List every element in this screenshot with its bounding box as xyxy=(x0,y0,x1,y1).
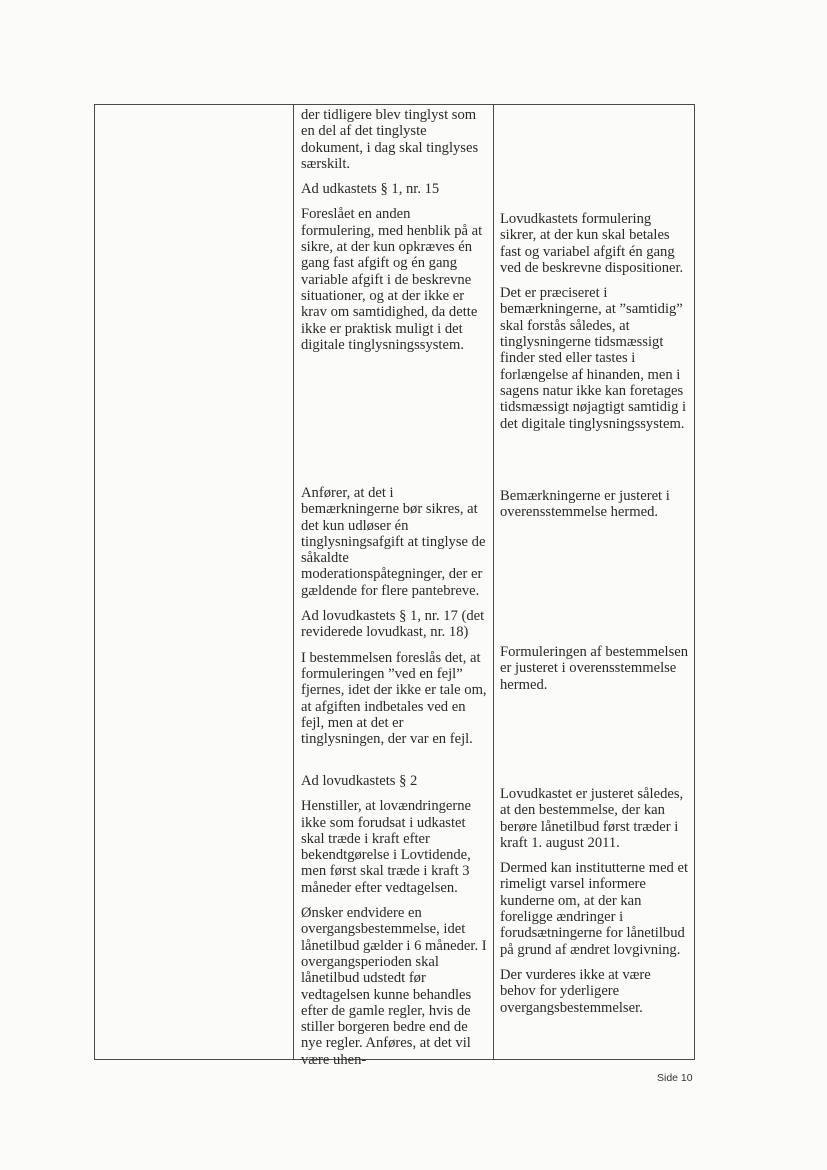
column-divider xyxy=(493,105,494,1059)
response-cell-2 xyxy=(500,488,690,530)
response-text: Der vurderes ikke at være behov for yderligere overgangsbestemmelser. xyxy=(500,966,651,1016)
response-text: Formuleringen af bestemmelsen er justeret i overensstemmelse hermed. xyxy=(500,644,689,693)
page-number: Side 10 xyxy=(657,1072,693,1084)
response-cell-1 xyxy=(500,211,690,441)
section-heading: Ad lovudkastets § 2 xyxy=(301,773,418,789)
comment-text: I bestemmelsen foreslås det, at formuleringen ”ved en fejl” fjernes, idet der ikke er tale om, at afgiften indbetales ved en fejl, men at det er tinglysningen, der var en fejl. xyxy=(301,649,487,748)
comment-table xyxy=(94,104,695,1068)
response-cell-4 xyxy=(500,786,690,1025)
response-text: Lovudkastet er justeret således, at den bestemmelse, der kan berøre lånetilbud først træder i kraft 1. august 2011. xyxy=(500,786,684,851)
comment-cell-1 xyxy=(301,107,487,362)
comment-text: Henstiller, at lovændringerne ikke som forudsat i udkastet skal træde i kraft efter bekendtgørelse i Lovtidende, men først skal træde i kraft 3 måneder efter vedtagelsen. xyxy=(301,798,472,896)
response-cell-3 xyxy=(500,644,690,702)
response-text: Lovudkastets formulering sikrer, at der kun skal betales fast og variabel afgift én gang ved de beskrevne dispositioner. xyxy=(500,211,684,276)
section-heading: Ad udkastets § 1, nr. 15 xyxy=(301,181,440,198)
comment-text: Foreslået en anden formulering, med henblik på at sikre, at der kun opkræves én gang fast afgift og én gang variable afgift i de beskrevne situationer, og at der ikke er krav om samtidighed, da dette ikke er praktisk muligt i det digitale tinglysningssystem. xyxy=(301,206,483,353)
comment-text: Anfører, at det i bemærkningerne bør sikres, at det kun udløser én tinglysningsafgift at tinglyse de såkaldte moderationspåtegninger, der er gældende for flere pantebreve. xyxy=(301,485,486,599)
section-heading: Ad lovudkastets § 1, nr. 17 (det reviderede lovudkast, nr. 18) xyxy=(301,608,485,641)
comment-cell-2 xyxy=(301,485,487,756)
column-divider xyxy=(293,105,294,1059)
response-text: Bemærkningerne er justeret i overensstemmelse hermed. xyxy=(500,488,670,521)
response-text: Dermed kan institutterne med et rimeligt varsel informere kunderne om, at der kan foreligge ændringer i forudsætningerne for lånetilbud på grund af ændret lovgivning. xyxy=(500,860,689,958)
comment-text: Ønsker endvidere en overgangsbestemmelse, idet lånetilbud gælder i 6 måneder. I overgangsperioden skal lånetilbud udstedt før vedtagelsen kunne behandles efter de gamle regler, hvis de stiller borgeren bedre end de nye regler. Anføres, at det vil være uhen- xyxy=(301,905,487,1068)
comment-cell-3 xyxy=(301,773,487,1068)
comment-text: der tidligere blev tinglyst som en del af det tinglyste dokument, i dag skal tinglyses særskilt. xyxy=(301,107,479,172)
response-text: Det er præciseret i bemærkningerne, at ”samtidig” skal forstås således, at tinglysningerne tidsmæssigt finder sted eller tastes i forlængelse af hinanden, men i sagens natur ikke kan foretages tidsmæssigt nøjagtigt samtidig i det digitale tinglysningssystem. xyxy=(500,285,687,432)
